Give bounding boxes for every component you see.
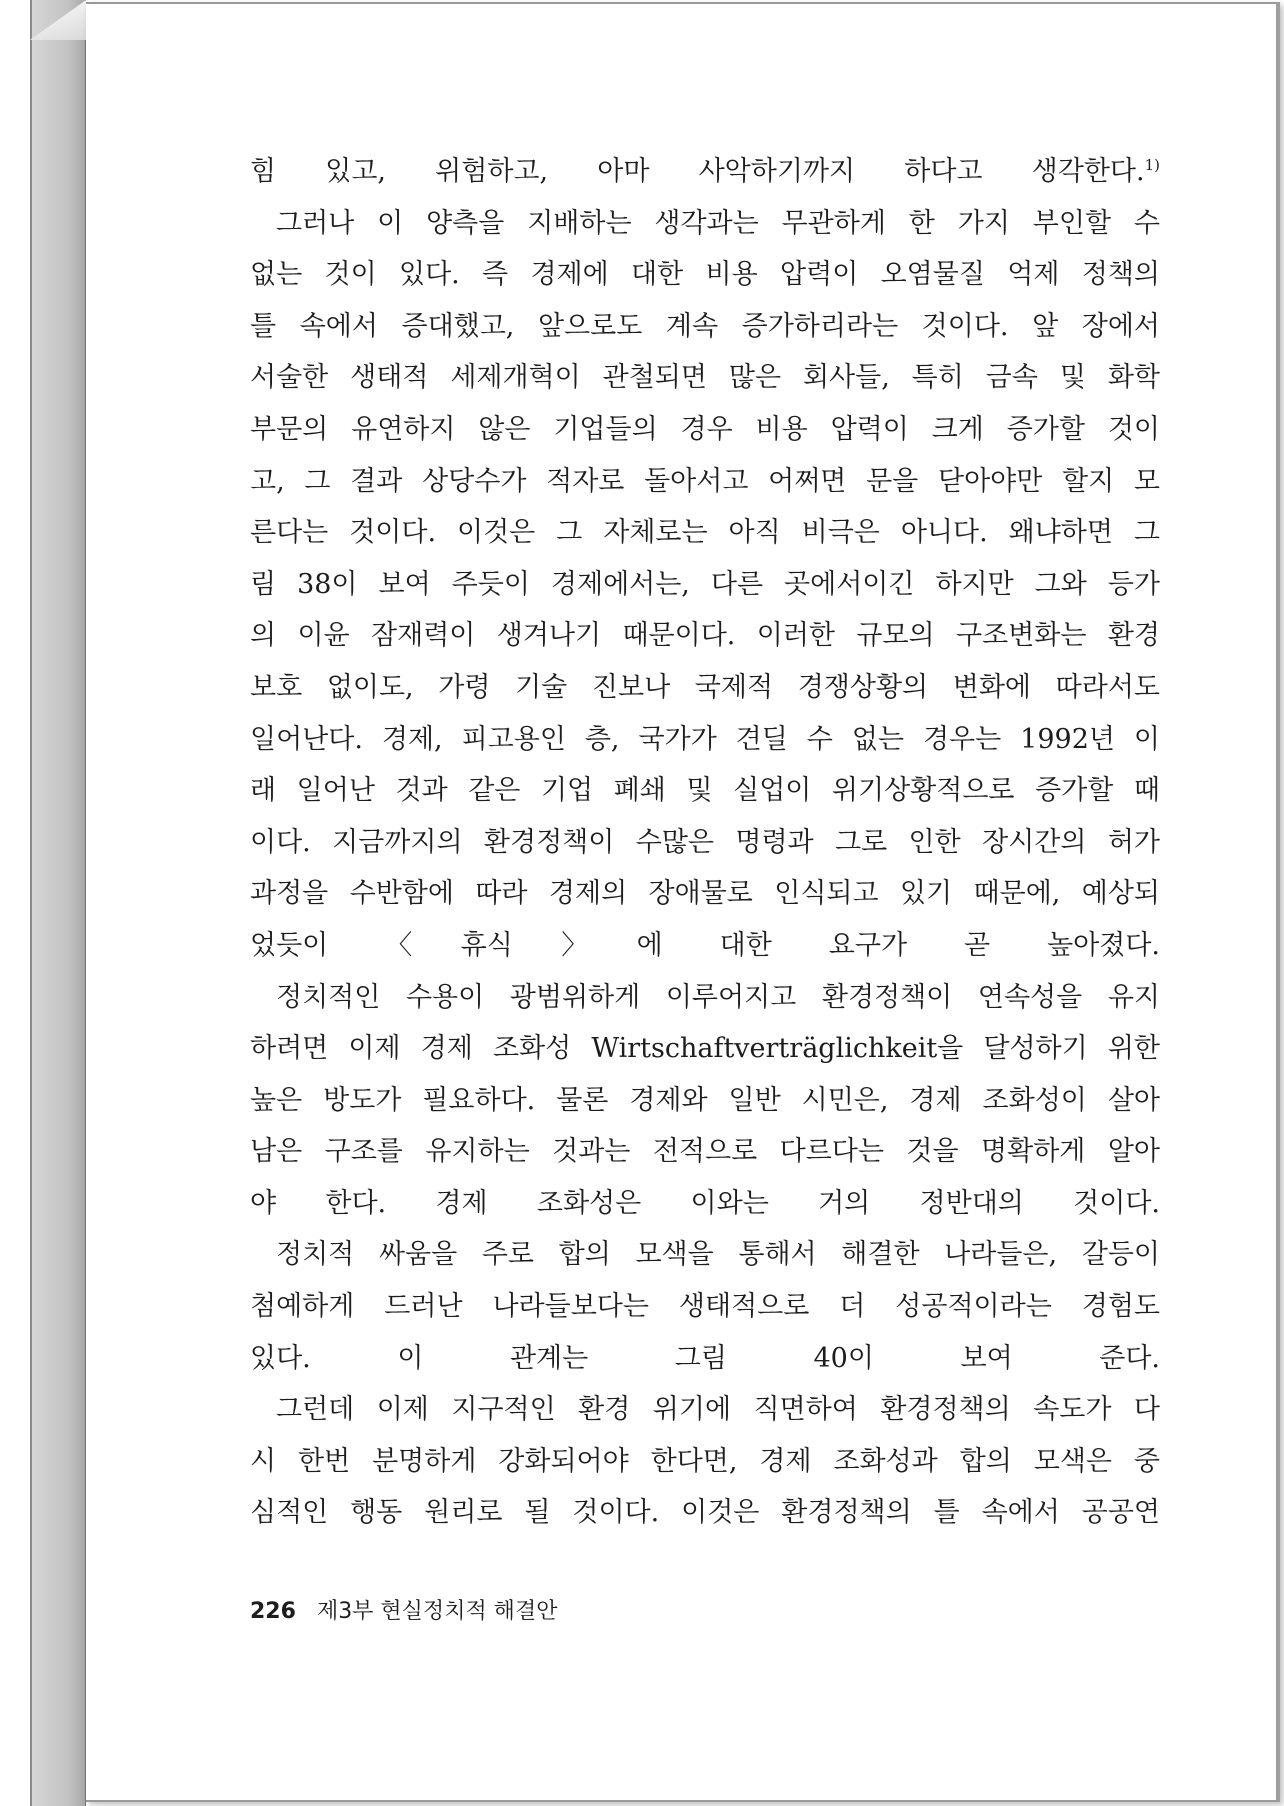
text-line-content: 보호 없이도, 가령 기술 진보나 국제적 경쟁상황의 변화에 따라서도 xyxy=(250,671,1160,703)
text-line-content: 심적인 행동 원리로 될 것이다. 이것은 환경정책의 틀 속에서 공공연 xyxy=(250,1497,1160,1529)
text-line xyxy=(250,920,1160,972)
text-line xyxy=(250,352,1160,404)
text-line xyxy=(250,610,1160,662)
text-line-content: 남은 구조를 유지하는 것과는 전적으로 다르다는 것을 명확하게 알아 xyxy=(250,1136,1160,1168)
text-line-content: 있다. 이 관계는 그림 40이 보여 준다. xyxy=(250,1342,1160,1374)
text-line-content: 었듯이 〈휴식〉에 대한 요구가 곧 높아졌다. xyxy=(250,929,1160,961)
text-line xyxy=(250,404,1160,456)
text-line xyxy=(250,868,1160,920)
text-line-content: 의 이윤 잠재력이 생겨나기 때문이다. 이러한 규모의 구조변화는 환경 xyxy=(250,620,1160,652)
text-line-content: 부문의 유연하지 않은 기업들의 경우 비용 압력이 크게 증가할 것이 xyxy=(250,413,1160,445)
text-line-content: 힘 있고, 위험하고, 아마 사악하기까지 하다고 생각한다. xyxy=(250,156,1145,187)
text-line xyxy=(250,301,1160,353)
text-line xyxy=(250,1126,1160,1178)
text-line-content: 일어난다. 경제, 피고용인 층, 국가가 견딜 수 없는 경우는 1992년 이 xyxy=(250,723,1160,755)
text-line xyxy=(250,456,1160,508)
text-line xyxy=(250,1384,1160,1436)
text-line-content: 첨예하게 드러난 나라들보다는 생태적으로 더 성공적이라는 경험도 xyxy=(250,1291,1160,1323)
text-line-content: 고, 그 결과 상당수가 적자로 돌아서고 어쩌면 문을 닫아야만 할지 모 xyxy=(250,465,1160,497)
text-line xyxy=(250,507,1160,559)
text-line xyxy=(250,972,1160,1024)
text-line xyxy=(250,1229,1160,1281)
text-line-content: 른다는 것이다. 이것은 그 자체로는 아직 비극은 아니다. 왜냐하면 그 xyxy=(250,517,1160,549)
text-line xyxy=(250,146,1160,198)
text-line-content: 시 한번 분명하게 강화되어야 한다면, 경제 조화성과 합의 모색은 중 xyxy=(250,1445,1160,1477)
running-section-title: 제3부 현실정치적 해결안 xyxy=(316,1599,558,1624)
text-line xyxy=(250,1178,1160,1230)
text-line-content: 없는 것이 있다. 즉 경제에 대한 비용 압력이 오염물질 억제 정책의 xyxy=(250,259,1160,291)
text-line xyxy=(250,559,1160,611)
text-line xyxy=(250,198,1160,250)
text-line xyxy=(250,817,1160,869)
text-line xyxy=(250,714,1160,766)
text-line xyxy=(250,1075,1160,1127)
text-line-content: 정치적 싸움을 주로 합의 모색을 통해서 해결한 나라들은, 갈등이 xyxy=(276,1239,1160,1271)
body-text xyxy=(250,146,1160,1539)
footnote-marker: 1) xyxy=(1144,156,1160,174)
text-line-content: 과정을 수반함에 따라 경제의 장애물로 인식되고 있기 때문에, 예상되 xyxy=(250,878,1160,910)
text-line-content: 그런데 이제 지구적인 환경 위기에 직면하여 환경정책의 속도가 다 xyxy=(276,1394,1160,1426)
text-line xyxy=(250,1023,1160,1075)
text-line-content: 서술한 생태적 세제개혁이 관철되면 많은 회사들, 특히 금속 및 화학 xyxy=(250,362,1160,394)
text-line-content: 래 일어난 것과 같은 기업 폐쇄 및 실업이 위기상황적으로 증가할 때 xyxy=(250,775,1160,807)
page-footer xyxy=(250,1594,557,1625)
text-line xyxy=(250,1333,1160,1385)
text-line-content: 하려면 이제 경제 조화성 Wirtschaftverträglichkeit을 달성하기 위한 xyxy=(250,1033,1160,1065)
text-line xyxy=(250,1281,1160,1333)
text-line-content: 이다. 지금까지의 환경정책이 수많은 명령과 그로 인한 장시간의 허가 xyxy=(250,826,1160,858)
text-line xyxy=(250,1487,1160,1539)
text-line xyxy=(250,249,1160,301)
text-line xyxy=(250,662,1160,714)
text-line-content: 정치적인 수용이 광범위하게 이루어지고 환경정책이 연속성을 유지 xyxy=(276,981,1160,1013)
book-spine xyxy=(30,0,86,1806)
text-line-content: 그러나 이 양측을 지배하는 생각과는 무관하게 한 가지 부인할 수 xyxy=(276,207,1160,239)
text-line-content: 야 한다. 경제 조화성은 이와는 거의 정반대의 것이다. xyxy=(250,1187,1160,1219)
text-line-content: 높은 방도가 필요하다. 물론 경제와 일반 시민은, 경제 조화성이 살아 xyxy=(250,1084,1160,1116)
page-number: 226 xyxy=(250,1599,296,1624)
text-line-content: 틀 속에서 증대했고, 앞으로도 계속 증가하리라는 것이다. 앞 장에서 xyxy=(250,310,1160,342)
text-line xyxy=(250,765,1160,817)
text-line-content: 림 38이 보여 주듯이 경제에서는, 다른 곳에서이긴 하지만 그와 등가 xyxy=(250,568,1160,600)
text-line xyxy=(250,1436,1160,1488)
